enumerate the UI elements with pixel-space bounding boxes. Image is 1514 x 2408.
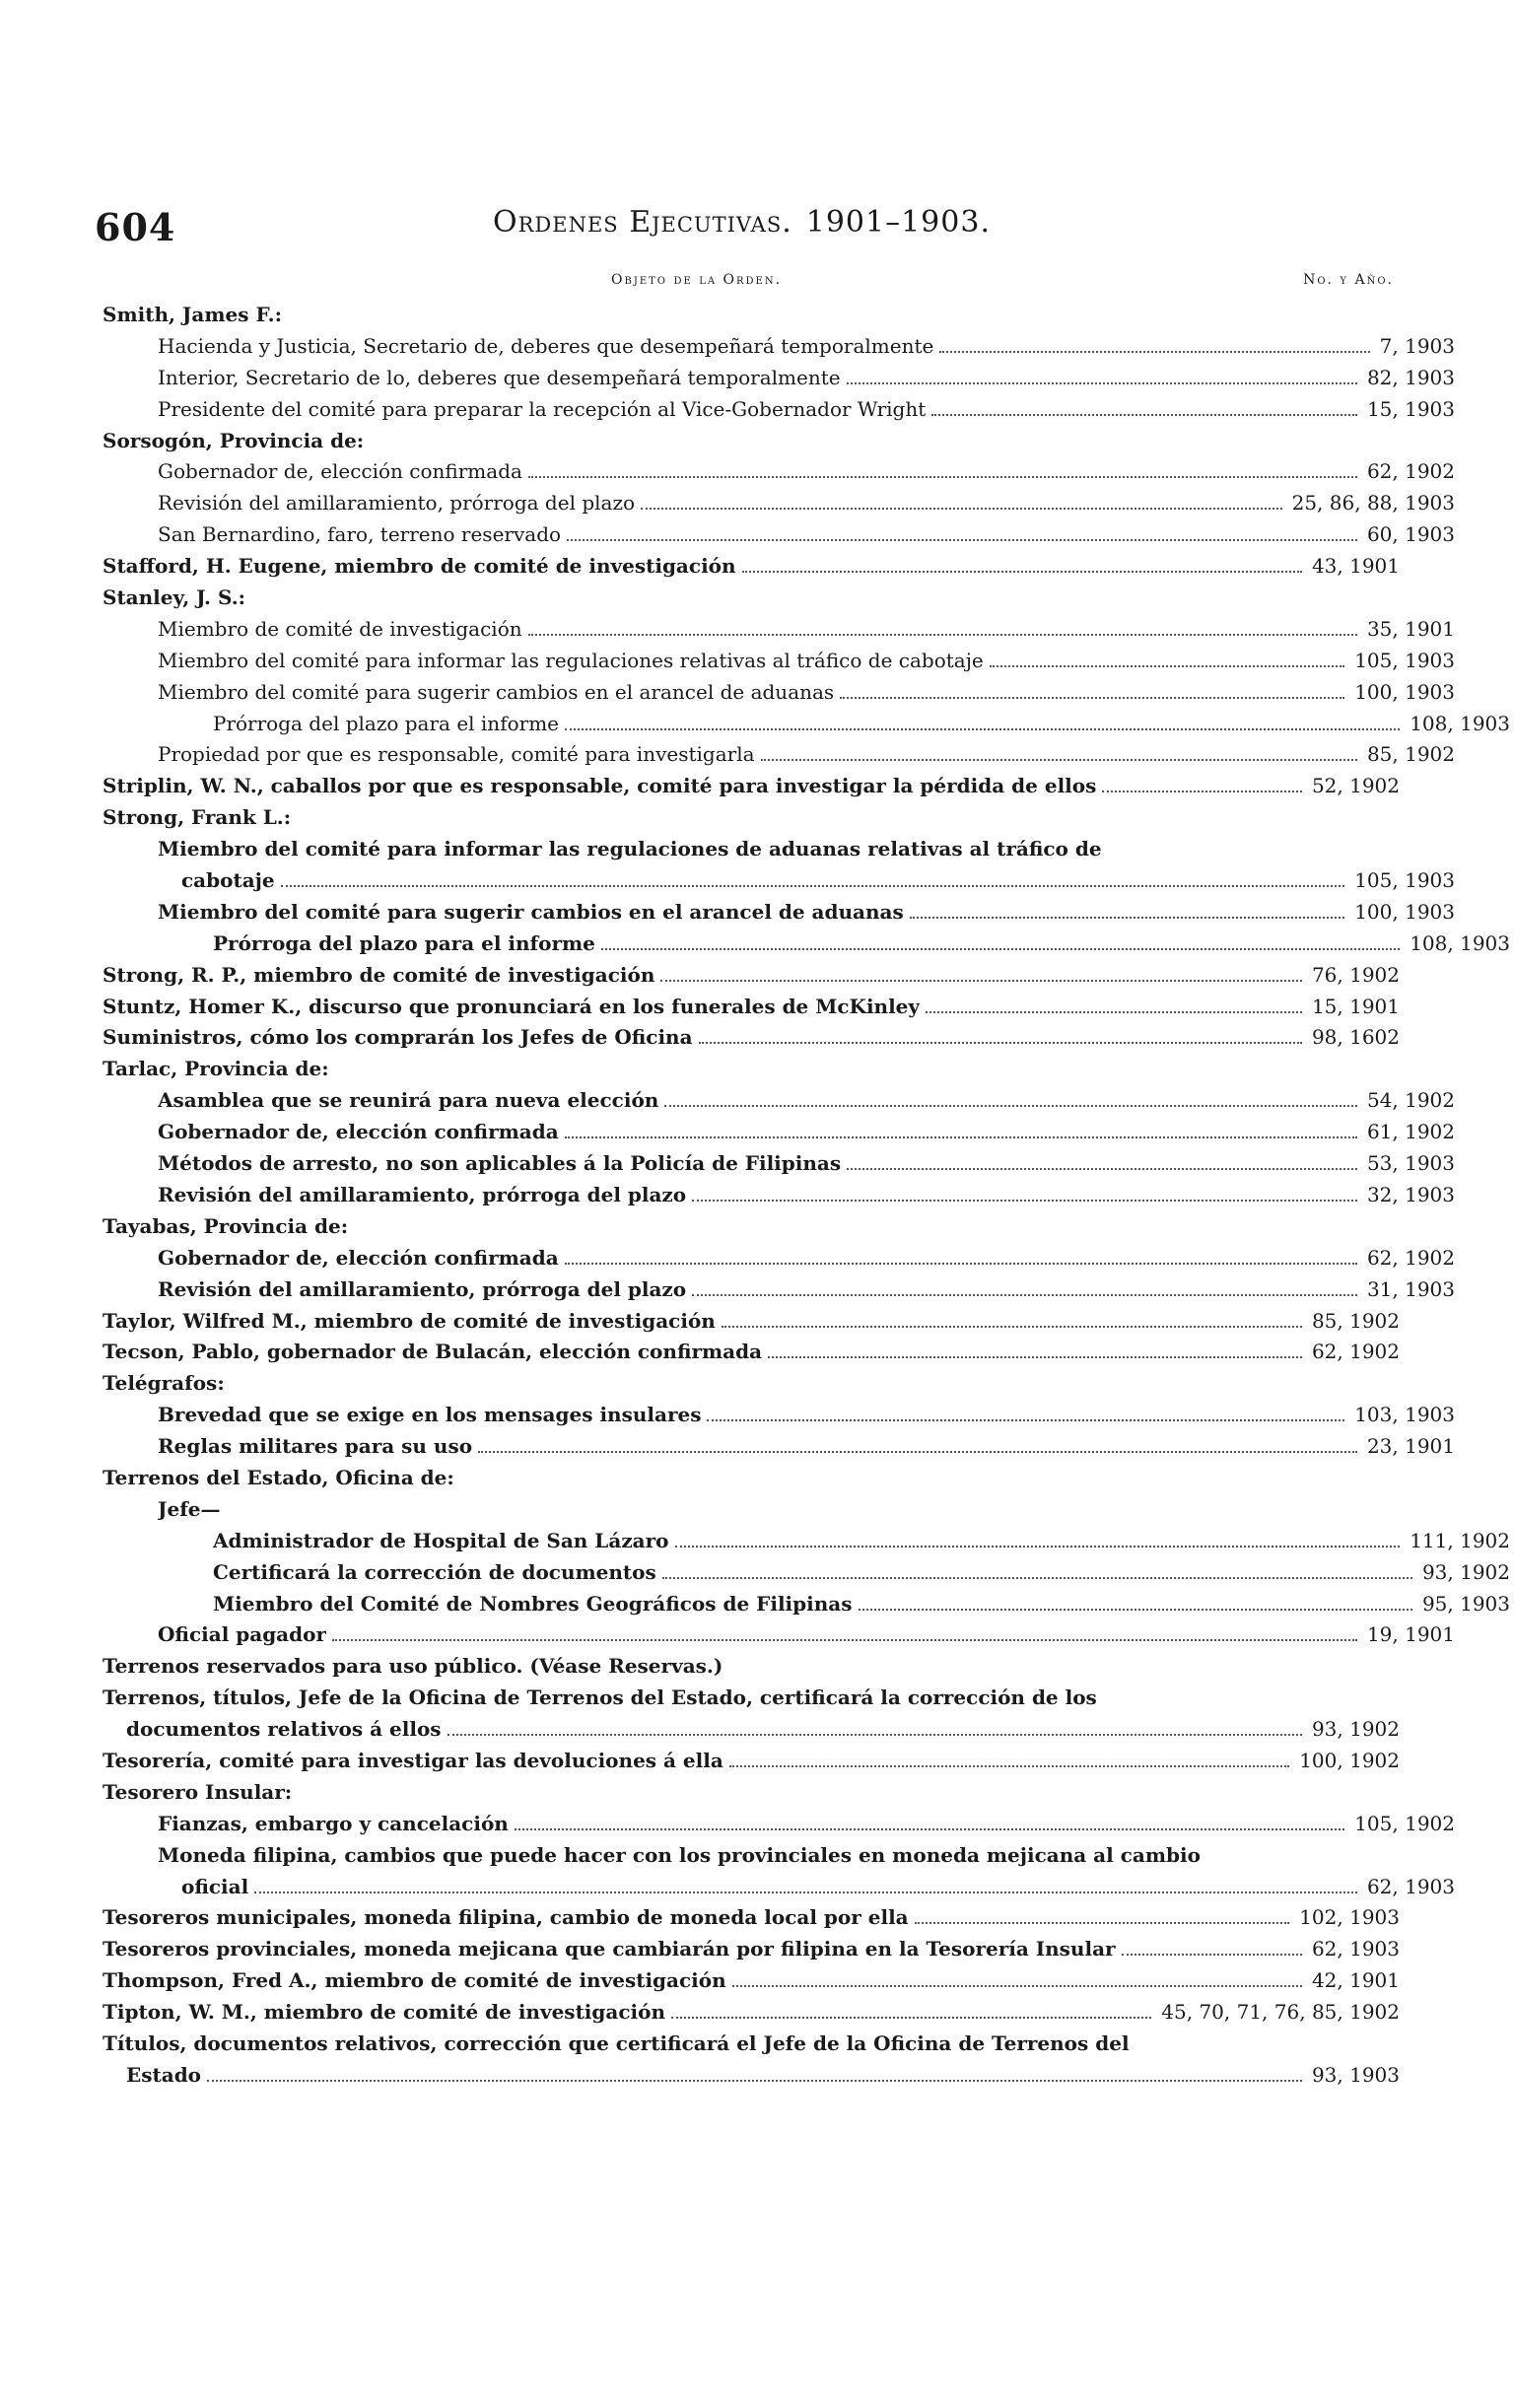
entry-text: Miembro del comité para sugerir cambios en el arancel de aduanas xyxy=(158,679,835,704)
leader-dots xyxy=(1122,1954,1302,1956)
index-entry xyxy=(103,646,1455,677)
leader-dots xyxy=(939,351,1369,353)
leader-dots xyxy=(565,1263,1357,1265)
leader-dots xyxy=(732,1985,1302,1987)
entry-order-reference: 85, 1902 xyxy=(1361,739,1455,771)
entry-order-reference: 15, 1903 xyxy=(1361,394,1455,426)
entry-text: Prórroga del plazo para el informe xyxy=(213,711,559,735)
index-entry xyxy=(103,1368,1400,1400)
entry-text: Hacienda y Justicia, Secretario de, deberes que desempeñará temporalmente xyxy=(158,333,934,358)
index-entry xyxy=(103,331,1455,363)
leader-dots xyxy=(692,1200,1357,1202)
index-entry xyxy=(103,1148,1455,1180)
index-entry xyxy=(103,865,1455,897)
index-entry xyxy=(103,1054,1400,1085)
index-entry xyxy=(103,677,1455,709)
entry-text: Miembro del Comité de Nombres Geográficos de Filipinas xyxy=(213,1591,853,1616)
entry-order-reference: 42, 1901 xyxy=(1306,1965,1400,1997)
index-entry xyxy=(103,394,1455,426)
entry-text: Propiedad por que es responsable, comité para investigarla xyxy=(158,742,755,767)
index-entry xyxy=(103,1683,1400,1714)
leader-dots xyxy=(675,1546,1401,1548)
index-entry xyxy=(103,1431,1455,1463)
entry-text: Revisión del amillaramiento, prórroga del plazo xyxy=(158,491,636,516)
leader-dots xyxy=(254,1892,1357,1893)
index-entry xyxy=(103,929,1510,960)
index-entry xyxy=(103,1997,1400,2029)
entry-order-reference: 100, 1903 xyxy=(1348,677,1455,709)
leader-dots xyxy=(281,885,1345,887)
index-entry xyxy=(103,1306,1400,1338)
index-entry xyxy=(103,1619,1455,1651)
entry-text: Tesorero Insular: xyxy=(103,1779,293,1804)
leader-dots xyxy=(528,634,1357,636)
entry-text: Miembro del comité para informar las regulaciones relativas al tráfico de cabotaje xyxy=(158,648,984,672)
entry-order-reference: 60, 1903 xyxy=(1361,519,1455,551)
entry-text: Títulos, documentos relativos, corrección que certificará el Jefe de la Oficina de Terrenos del xyxy=(103,2030,1130,2055)
index-entry xyxy=(103,1714,1400,1746)
entry-text: San Bernardino, faro, terreno reservado xyxy=(158,522,562,547)
column-heading-number-year: No. y Año. xyxy=(1303,272,1394,288)
entry-text: Suministros, cómo los comprarán los Jefes de Oficina xyxy=(103,1025,693,1050)
entry-order-reference: 45, 70, 71, 76, 85, 1902 xyxy=(1155,1997,1400,2029)
index-entry xyxy=(103,1902,1400,1934)
entry-text: Stafford, H. Eugene, miembro de comité de investigación xyxy=(103,554,736,579)
index-entry xyxy=(103,771,1400,802)
entry-text: Tesoreros provinciales, moneda mejicana que cambiarán por filipina en la Tesorería Insular xyxy=(103,1937,1116,1961)
leader-dots xyxy=(931,414,1357,416)
entry-text: Smith, James F.: xyxy=(103,303,282,326)
entry-order-reference: 62, 1902 xyxy=(1306,1337,1400,1368)
entry-text: Prórroga del plazo para el informe xyxy=(213,930,595,955)
entry-order-reference: 62, 1902 xyxy=(1361,456,1455,488)
entry-order-reference: 62, 1903 xyxy=(1306,1934,1400,1965)
entry-order-reference: 100, 1903 xyxy=(1348,897,1455,929)
entry-order-reference: 52, 1902 xyxy=(1306,771,1400,802)
entry-text: Striplin, W. N., caballos por que es responsable, comité para investigar la pérdida de ellos xyxy=(103,774,1097,798)
index-entry xyxy=(103,426,1400,457)
index-entry xyxy=(103,1117,1455,1148)
entry-order-reference: 61, 1902 xyxy=(1361,1117,1455,1148)
leader-dots xyxy=(729,1765,1289,1767)
entry-order-reference: 108, 1903 xyxy=(1404,929,1510,960)
entry-order-reference: 105, 1903 xyxy=(1348,865,1455,897)
entry-order-reference: 103, 1903 xyxy=(1348,1400,1455,1431)
entry-text: Thompson, Fred A., miembro de comité de investigación xyxy=(103,1968,726,1993)
entry-order-reference: 105, 1902 xyxy=(1348,1809,1455,1840)
entry-text: Tesorería, comité para investigar las devoluciones á ella xyxy=(103,1748,723,1772)
index-entry xyxy=(103,1243,1455,1274)
entry-order-reference: 15, 1901 xyxy=(1306,992,1400,1023)
entry-order-reference: 85, 1902 xyxy=(1306,1306,1400,1338)
index-entry xyxy=(103,1965,1400,1997)
entry-text: Strong, R. P., miembro de comité de investigación xyxy=(103,962,655,987)
entry-text: Stanley, J. S.: xyxy=(103,585,246,610)
entry-text: Reglas militares para su uso xyxy=(158,1434,473,1459)
entry-order-reference: 93, 1902 xyxy=(1306,1714,1400,1746)
index-entry xyxy=(103,300,1400,331)
entry-order-reference: 93, 1903 xyxy=(1306,2060,1400,2092)
leader-dots xyxy=(207,2080,1302,2082)
leader-dots xyxy=(768,1356,1302,1358)
leader-dots xyxy=(707,1419,1344,1421)
page-number: 604 xyxy=(95,205,176,249)
column-heading-subject: Objeto de la Orden. xyxy=(611,272,783,288)
index-entry xyxy=(103,583,1400,614)
index-entry xyxy=(103,551,1400,583)
index-entry xyxy=(103,709,1510,740)
index-entry xyxy=(103,1526,1510,1557)
leader-dots xyxy=(915,1922,1290,1924)
index-entry xyxy=(103,1400,1455,1431)
leader-dots xyxy=(671,2017,1151,2019)
entry-text: Gobernador de, elección confirmada xyxy=(158,1245,559,1270)
entry-order-reference: 105, 1903 xyxy=(1348,646,1455,677)
index-entry xyxy=(103,1872,1455,1903)
entry-text: Fianzas, embargo y cancelación xyxy=(158,1811,509,1835)
index-entry xyxy=(103,1274,1455,1306)
entry-text: Miembro del comité para informar las regulaciones de aduanas relativas al tráfico de xyxy=(158,837,1102,861)
index-entry xyxy=(103,1777,1400,1809)
entry-text: Jefe— xyxy=(158,1496,221,1521)
entry-order-reference: 54, 1902 xyxy=(1361,1085,1455,1117)
running-title xyxy=(493,205,991,240)
index-entry xyxy=(103,1180,1455,1211)
index-entry xyxy=(103,1746,1400,1777)
entry-order-reference: 7, 1903 xyxy=(1374,331,1455,363)
index-entry xyxy=(103,1557,1510,1589)
index-entries xyxy=(103,300,1510,2092)
index-entry xyxy=(103,1651,1400,1683)
entry-text: Sorsogón, Provincia de: xyxy=(103,428,365,452)
index-entry xyxy=(103,1589,1510,1620)
leader-dots xyxy=(447,1734,1302,1736)
index-entry xyxy=(103,363,1455,394)
entry-text: Presidente del comité para preparar la recepción al Vice-Gobernador Wright xyxy=(158,396,927,421)
entry-text: Gobernador de, elección confirmada xyxy=(158,1120,559,1144)
entry-order-reference: 93, 1902 xyxy=(1416,1557,1510,1589)
entry-text: Brevedad que se exige en los mensages insulares xyxy=(158,1403,702,1427)
index-entry xyxy=(103,519,1455,551)
entry-order-reference: 62, 1902 xyxy=(1361,1243,1455,1274)
entry-order-reference: 35, 1901 xyxy=(1361,614,1455,646)
leader-dots xyxy=(664,1105,1357,1107)
leader-dots xyxy=(641,508,1282,510)
entry-order-reference: 102, 1903 xyxy=(1293,1902,1400,1934)
leader-dots xyxy=(528,476,1357,478)
index-entry xyxy=(103,992,1400,1023)
entry-order-reference: 108, 1903 xyxy=(1404,709,1510,740)
index-entry xyxy=(103,1494,1455,1526)
entry-text: Tipton, W. M., miembro de comité de investigación xyxy=(103,2000,666,2025)
entry-order-reference: 111, 1902 xyxy=(1404,1526,1510,1557)
entry-text: Estado xyxy=(126,2062,202,2087)
leader-dots xyxy=(742,571,1302,573)
entry-text: Revisión del amillaramiento, prórroga del plazo xyxy=(158,1276,687,1301)
entry-text: Oficial pagador xyxy=(158,1622,327,1647)
leader-dots xyxy=(692,1294,1357,1296)
leader-dots xyxy=(990,665,1344,667)
entry-text: Tecson, Pablo, gobernador de Bulacán, elección confirmada xyxy=(103,1340,763,1364)
index-entry xyxy=(103,1934,1400,1965)
entry-text: Telégrafos: xyxy=(103,1371,225,1396)
index-entry xyxy=(103,2060,1400,2092)
running-title-years: 1901–1903. xyxy=(805,205,991,240)
index-entry xyxy=(103,614,1455,646)
entry-order-reference: 32, 1903 xyxy=(1361,1180,1455,1211)
leader-dots xyxy=(859,1609,1412,1611)
index-entry xyxy=(103,488,1455,519)
entry-text: cabotaje xyxy=(181,868,275,893)
index-entry xyxy=(103,1463,1400,1494)
leader-dots xyxy=(662,1577,1412,1579)
leader-dots xyxy=(699,1042,1302,1044)
entry-order-reference: 95, 1903 xyxy=(1416,1589,1510,1620)
entry-order-reference: 100, 1902 xyxy=(1293,1746,1400,1777)
entry-order-reference: 82, 1903 xyxy=(1361,363,1455,394)
entry-order-reference: 25, 86, 88, 1903 xyxy=(1286,488,1455,519)
index-entry xyxy=(103,1337,1400,1368)
leader-dots xyxy=(722,1326,1302,1328)
index-entry xyxy=(103,739,1455,771)
entry-text: Moneda filipina, cambios que puede hacer con los provinciales en moneda mejicana al cambio xyxy=(158,1842,1201,1867)
entry-order-reference: 43, 1901 xyxy=(1306,551,1400,583)
entry-text: Miembro de comité de investigación xyxy=(158,616,522,641)
leader-dots xyxy=(515,1828,1344,1830)
index-entry xyxy=(103,834,1455,865)
entry-text: documentos relativos á ellos xyxy=(126,1717,442,1742)
leader-dots xyxy=(847,382,1357,384)
entry-text: oficial xyxy=(181,1874,249,1898)
running-title-text: Ordenes Ejecutivas. xyxy=(493,205,792,240)
leader-dots xyxy=(761,759,1357,761)
index-entry xyxy=(103,456,1455,488)
leader-dots xyxy=(660,980,1302,982)
entry-text: Stuntz, Homer K., discurso que pronunciará en los funerales de McKinley xyxy=(103,994,921,1018)
entry-text: Terrenos del Estado, Oficina de: xyxy=(103,1465,454,1489)
entry-text: Terrenos reservados para uso público. (Véase Reservas.) xyxy=(103,1654,723,1679)
leader-dots xyxy=(847,1168,1357,1170)
entry-text: Interior, Secretario de lo, deberes que desempeñará temporalmente xyxy=(158,365,841,389)
entry-order-reference: 62, 1903 xyxy=(1361,1872,1455,1903)
entry-order-reference: 98, 1602 xyxy=(1306,1022,1400,1054)
index-entry xyxy=(103,1022,1400,1054)
entry-text: Taylor, Wilfred M., miembro de comité de investigación xyxy=(103,1308,716,1333)
entry-text: Gobernador de, elección confirmada xyxy=(158,459,522,484)
leader-dots xyxy=(926,1011,1302,1013)
index-entry xyxy=(103,2029,1400,2060)
entry-text: Miembro del comité para sugerir cambios en el arancel de aduanas xyxy=(158,899,904,924)
index-entry xyxy=(103,960,1400,992)
entry-text: Tesoreros municipales, moneda filipina, cambio de moneda local por ella xyxy=(103,1905,909,1930)
leader-dots xyxy=(565,728,1400,730)
entry-text: Administrador de Hospital de San Lázaro xyxy=(213,1528,669,1552)
index-entry xyxy=(103,897,1455,929)
entry-text: Asamblea que se reunirá para nueva elección xyxy=(158,1088,659,1113)
leader-dots xyxy=(1102,791,1302,792)
entry-order-reference: 53, 1903 xyxy=(1361,1148,1455,1180)
leader-dots xyxy=(840,697,1344,699)
leader-dots xyxy=(565,1136,1357,1138)
leader-dots xyxy=(601,948,1400,950)
index-entry xyxy=(103,1085,1455,1117)
index-entry xyxy=(103,1840,1455,1872)
index-entry xyxy=(103,1211,1400,1243)
leader-dots xyxy=(478,1451,1357,1453)
entry-text: Tayabas, Provincia de: xyxy=(103,1213,349,1238)
leader-dots xyxy=(567,539,1357,541)
entry-order-reference: 23, 1901 xyxy=(1361,1431,1455,1463)
leader-dots xyxy=(332,1639,1357,1641)
leader-dots xyxy=(910,917,1344,919)
entry-text: Métodos de arresto, no son aplicables á la Policía de Filipinas xyxy=(158,1151,842,1176)
index-entry xyxy=(103,1809,1455,1840)
entry-text: Terrenos, títulos, Jefe de la Oficina de Terrenos del Estado, certificará la corrección de los xyxy=(103,1686,1097,1710)
entry-order-reference: 19, 1901 xyxy=(1361,1619,1455,1651)
entry-order-reference: 76, 1902 xyxy=(1306,960,1400,992)
entry-order-reference: 31, 1903 xyxy=(1361,1274,1455,1306)
entry-text: Strong, Frank L.: xyxy=(103,805,292,830)
entry-text: Certificará la corrección de documentos xyxy=(213,1559,656,1584)
index-entry xyxy=(103,802,1400,834)
entry-text: Revisión del amillaramiento, prórroga del plazo xyxy=(158,1182,687,1206)
entry-text: Tarlac, Provincia de: xyxy=(103,1057,329,1081)
